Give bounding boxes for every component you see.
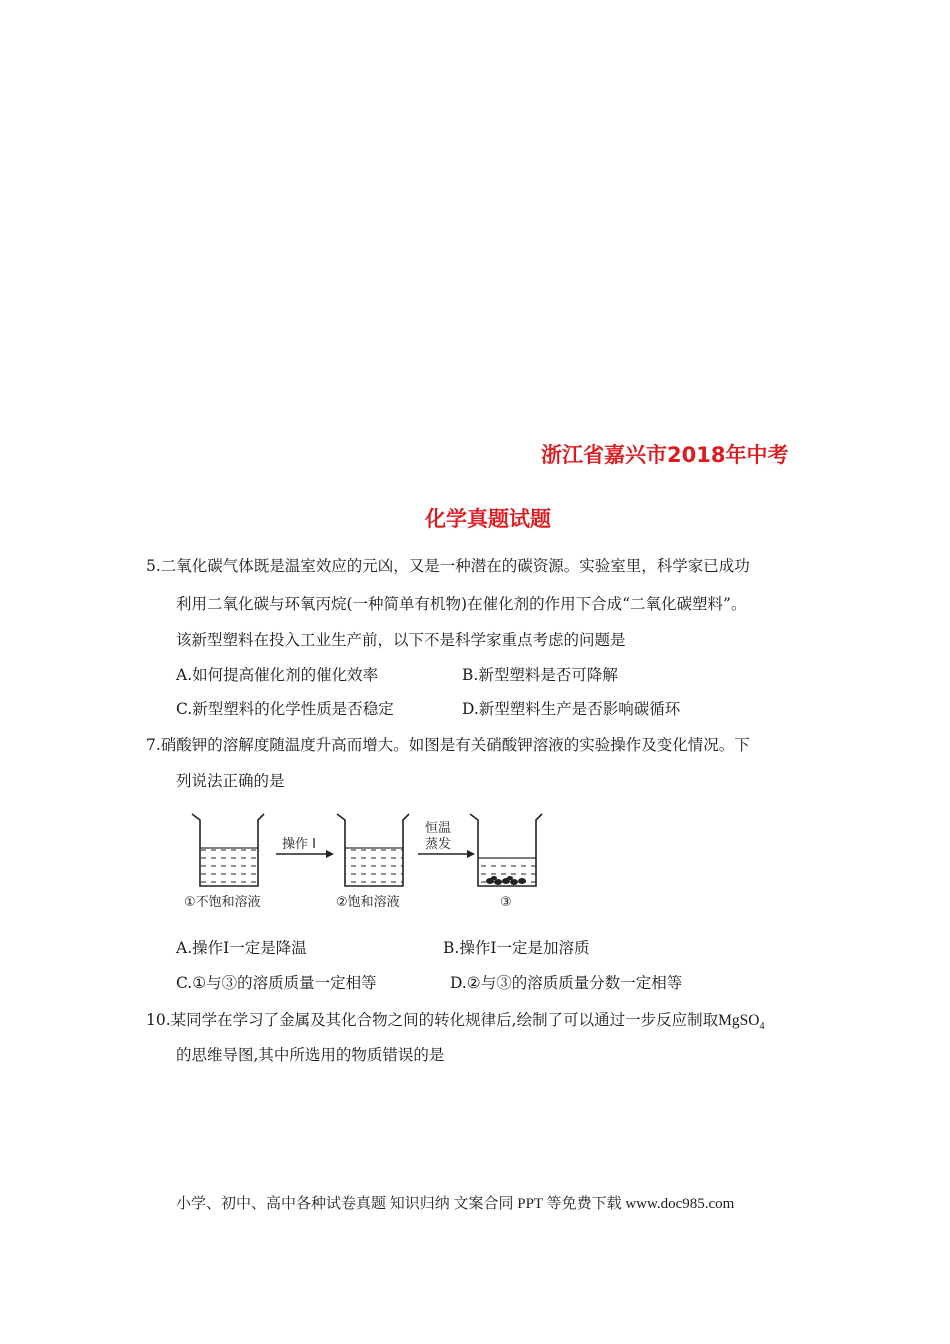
page-footer: 小学、初中、高中各种试卷真题 知识归纳 文案合同 PPT 等免费下载 www.doc985.com [176,1196,735,1212]
q5-stem-line2: 利用二氧化碳与环氧丙烷(一种简单有机物)在催化剂的作用下合成“二氧化碳塑料”。 [176,595,747,613]
q7-stem-line2: 列说法正确的是 [176,772,285,790]
q7-option-d: D.②与③的溶质质量分数一定相等 [450,974,683,992]
q5-option-c: C.新型塑料的化学性质是否稳定 [176,700,394,718]
q5-option-d: D.新型塑料生产是否影响碳循环 [462,700,681,718]
exam-title-line1: 浙江省嘉兴市2018年中考 [541,443,789,467]
q10-stem-text: 10.某同学在学习了金属及其化合物之间的转化规律后,绘制了可以通过一步反应制取 [146,1011,719,1029]
q7-option-b: B.操作Ⅰ一定是加溶质 [443,939,590,957]
beaker-2 [337,814,409,886]
beaker-1-label: ①不饱和溶液 [184,895,261,910]
beaker-2-label: ②饱和溶液 [336,895,400,910]
exam-title-line2: 化学真题试题 [425,507,551,531]
q10-stem-line1 [146,1010,764,1037]
q5-option-b: B.新型塑料是否可降解 [462,666,618,684]
beaker-1 [192,814,264,886]
q5-option-a: A.如何提高催化剂的催化效率 [176,666,379,684]
q7-experiment-figure [180,806,560,916]
q7-option-a: A.操作Ⅰ一定是降温 [176,939,307,957]
q10-stem-line2: 的思维导图,其中所选用的物质错误的是 [176,1046,445,1064]
beaker-3-label: ③ [500,895,512,910]
arrow-2-label-line2: 蒸发 [425,837,452,852]
beaker-3 [470,814,542,886]
arrow-2-label-line1: 恒温 [425,821,452,836]
q7-option-c: C.①与③的溶质质量一定相等 [176,974,377,992]
q5-stem-line3: 该新型塑料在投入工业生产前，以下不是科学家重点考虑的问题是 [176,631,626,649]
q10-formula: MgSO$_4$ [718,1012,765,1033]
q5-stem-line1: 5.二氧化碳气体既是温室效应的元凶，又是一种潜在的碳资源。实验室里，科学家已成功 [146,557,750,575]
q7-stem-line1: 7.硝酸钾的溶解度随温度升高而增大。如图是有关硝酸钾溶液的实验操作及变化情况。下 [146,736,750,754]
arrow-1-label: 操作 I [282,837,316,852]
